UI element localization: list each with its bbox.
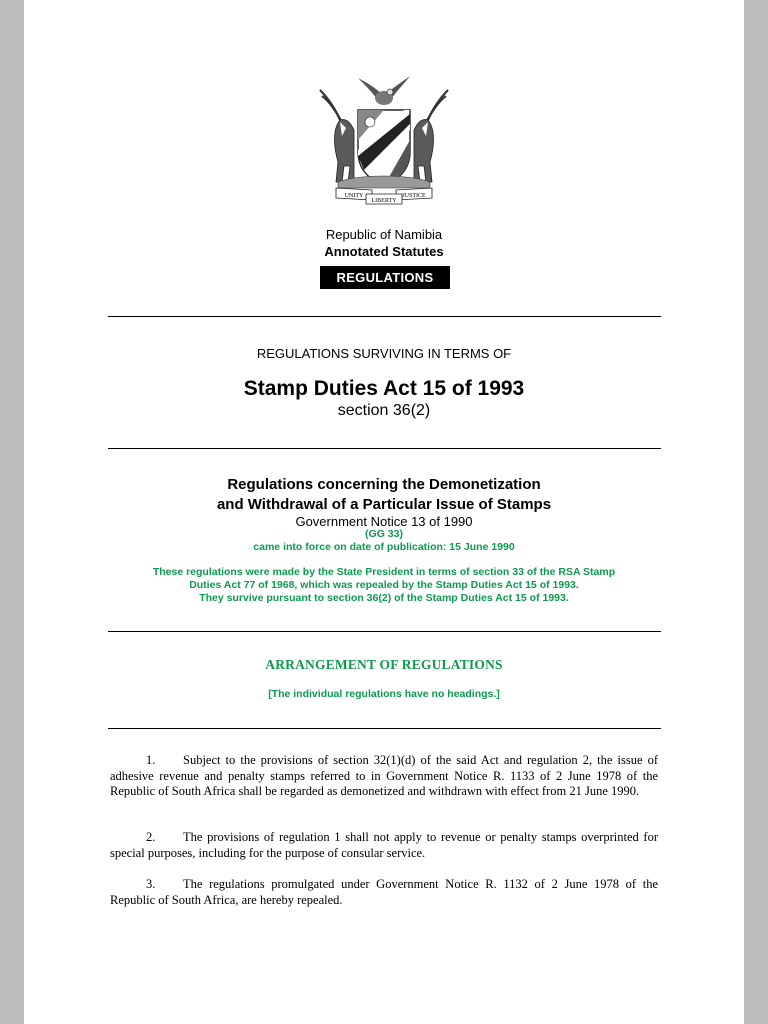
paragraph-text: Subject to the provisions of section 32(1)(d) of the said Act and regulation 2, the issue of adhesive revenue and penalty stamps referred to in Government Notice R. 1133 of 2 June 1978 of the Republic of South Africa shall be regarded as demonetized and withdrawn with effect from 21 June 1990. <box>110 753 658 798</box>
editorial-note-line1: These regulations were made by the State President in terms of section 33 of the RSA Stamp <box>152 566 616 578</box>
regulation-title-line1: Regulations concerning the Demonetization <box>227 476 541 493</box>
arrangement-note: [The individual regulations have no headings.] <box>268 688 500 700</box>
divider <box>108 631 661 632</box>
motto-center: LIBERTY <box>371 198 397 204</box>
divider <box>108 448 661 449</box>
gazette-reference: (GG 33) <box>365 528 403 540</box>
country-name: Republic of Namibia <box>325 227 443 242</box>
motto-right: JUSTICE <box>402 193 426 199</box>
arrangement-heading: ARRANGEMENT OF REGULATIONS <box>265 657 503 672</box>
divider <box>108 728 661 729</box>
coat-of-arms-logo <box>318 70 450 210</box>
in-force-note: came into force on date of publication: 15 June 1990 <box>253 541 515 553</box>
surviving-label: REGULATIONS SURVIVING IN TERMS OF <box>256 346 512 361</box>
editorial-note-line2: Duties Act 77 of 1968, which was repealed by the Stamp Duties Act 15 of 1993. <box>189 579 579 591</box>
regulation-paragraph <box>110 830 658 861</box>
collection-name: Annotated Statutes <box>324 244 444 259</box>
regulation-paragraph <box>110 753 658 800</box>
motto-left: UNITY <box>344 193 364 199</box>
editorial-note <box>0 566 768 605</box>
paragraph-number: 1. <box>146 753 156 767</box>
paragraph-text: The regulations promulgated under Government Notice R. 1132 of 2 June 1978 of the Republic of South Africa, are hereby repealed. <box>110 877 658 907</box>
paragraph-number: 3. <box>146 877 156 891</box>
paragraph-number: 2. <box>146 830 156 844</box>
government-notice: Government Notice 13 of 1990 <box>295 514 473 529</box>
paragraph-text: The provisions of regulation 1 shall not apply to revenue or penalty stamps overprinted for special purposes, including for the purpose of consular service. <box>110 830 658 860</box>
regulation-title <box>0 475 768 515</box>
regulations-badge: REGULATIONS <box>320 266 450 289</box>
regulation-paragraph <box>110 877 658 908</box>
divider <box>108 316 661 317</box>
regulation-title-line2: and Withdrawal of a Particular Issue of Stamps <box>216 496 552 513</box>
act-title: Stamp Duties Act 15 of 1993 <box>243 377 525 400</box>
act-section: section 36(2) <box>337 402 431 419</box>
editorial-note-line3: They survive pursuant to section 36(2) of the Stamp Duties Act 15 of 1993. <box>199 592 569 604</box>
